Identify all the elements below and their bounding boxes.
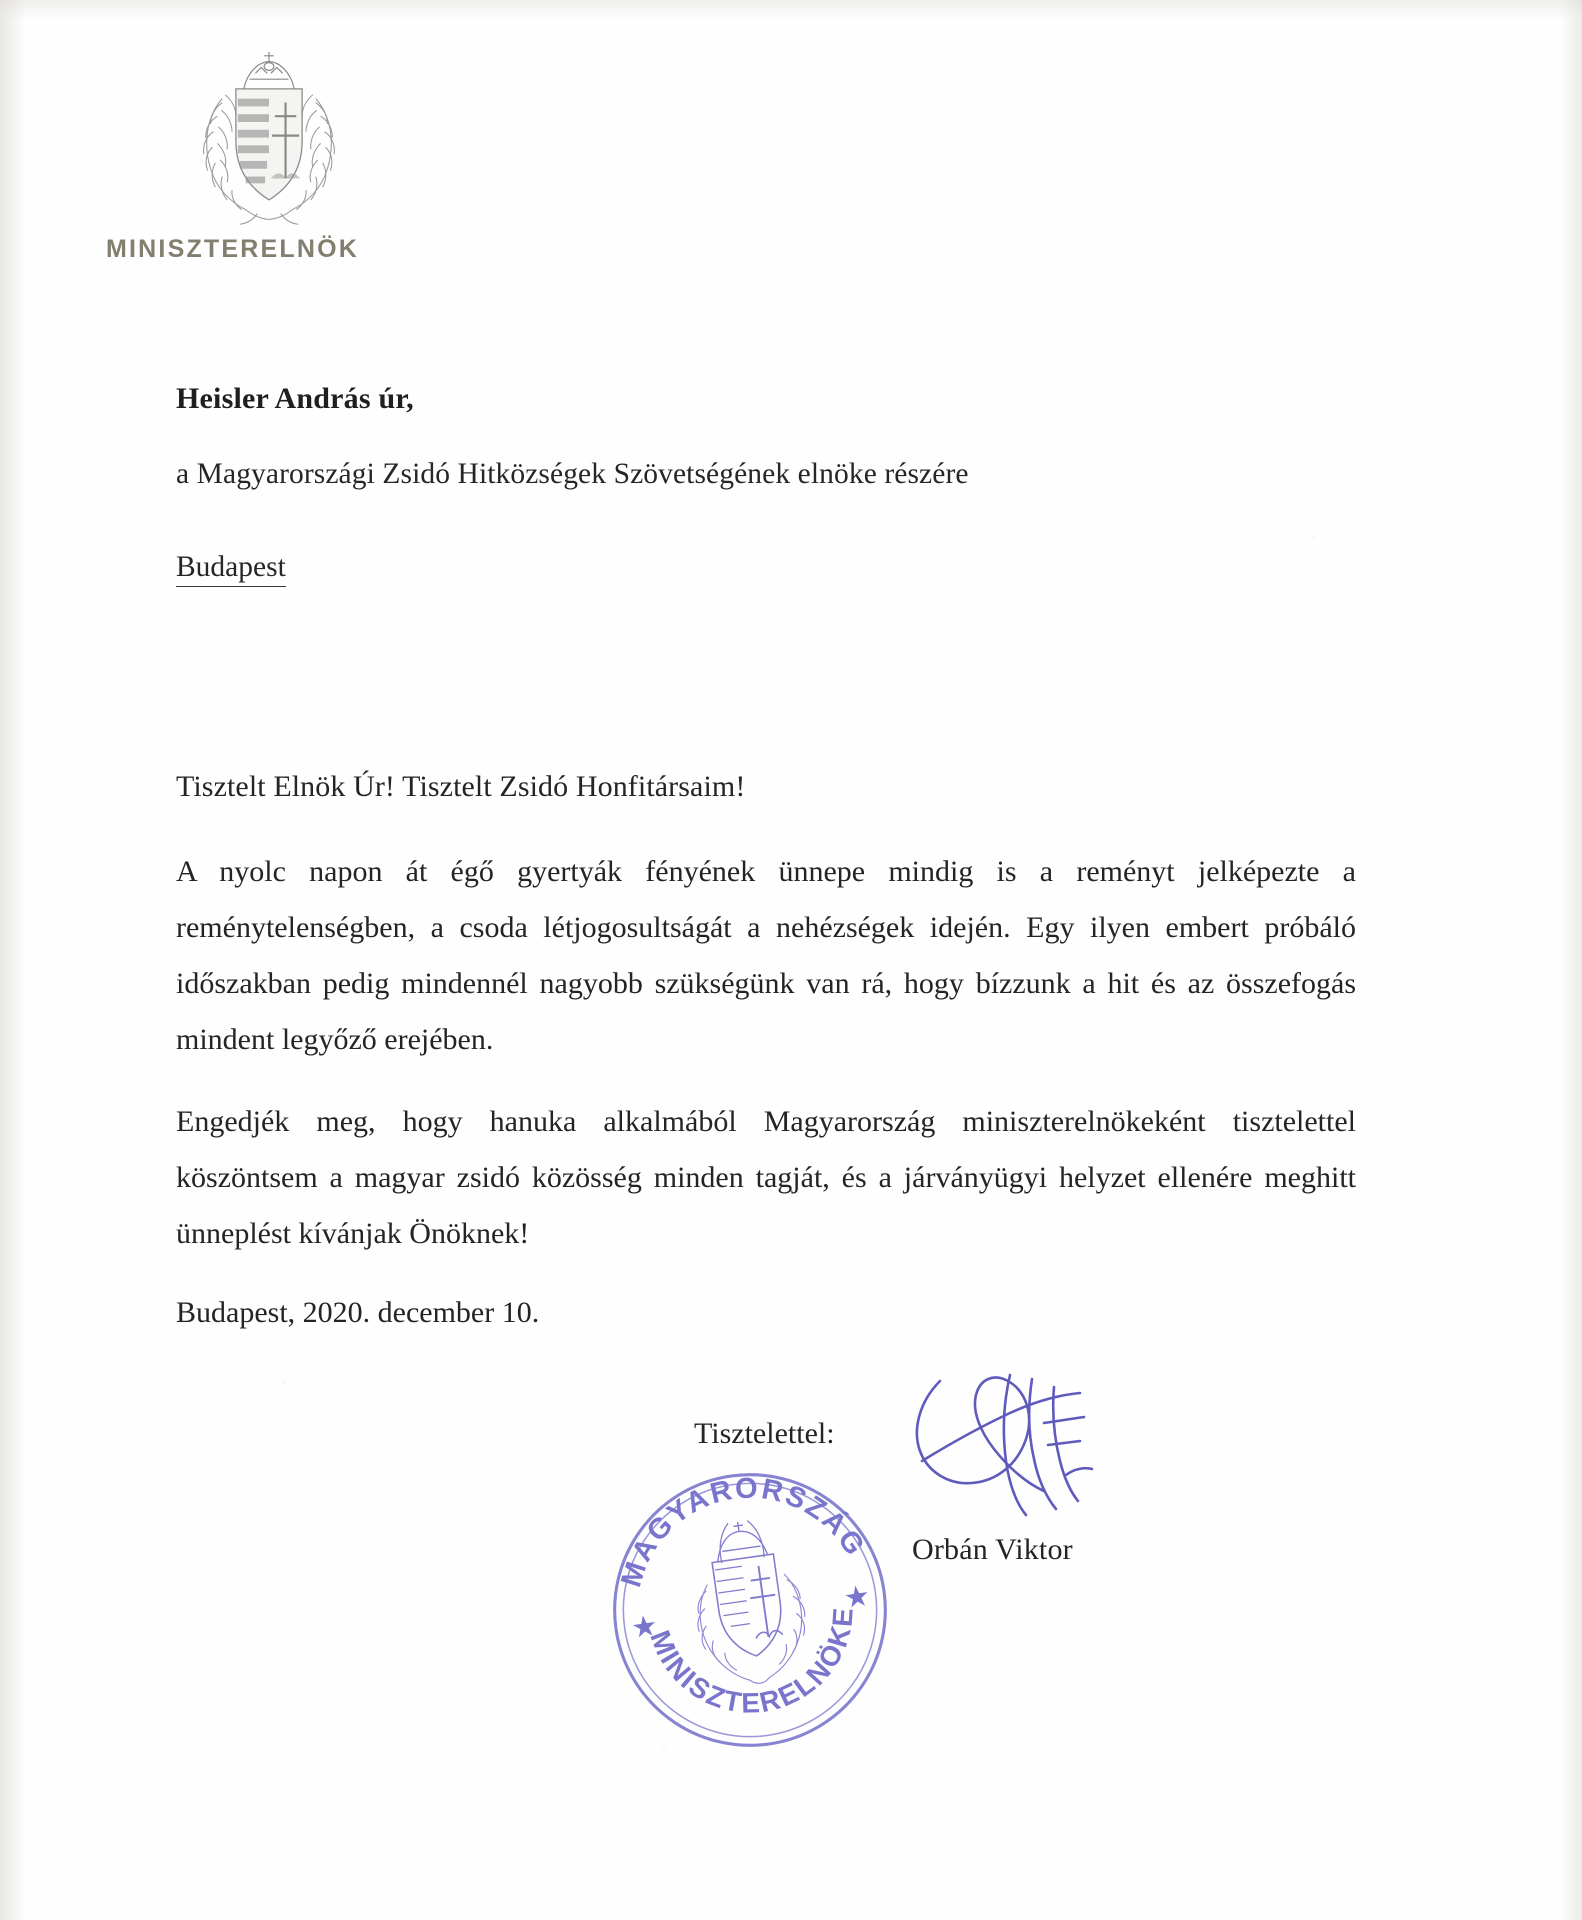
letterhead [104, 48, 434, 264]
recipient-name: Heisler András úr, [176, 382, 414, 415]
hungarian-coat-of-arms-icon [169, 48, 369, 233]
recipient-city: Budapest [176, 551, 286, 587]
signer-name: Orbán Viktor [912, 1533, 1073, 1566]
stamp-left-star: ★ [629, 1609, 660, 1646]
recipient-role: a Magyarországi Zsidó Hitközségek Szövetségének elnöke részére [176, 458, 969, 490]
address-block [176, 382, 1356, 587]
salutation: Tisztelt Elnök Úr! Tisztelt Zsidó Honfitársaim! [176, 770, 746, 803]
stamp-top-text: MAGYARORSZÁG [615, 1472, 872, 1591]
letterhead-title: MINISZTERELNÖK [106, 235, 360, 263]
official-round-stamp [605, 1465, 895, 1755]
letter-body [176, 770, 1356, 1336]
dateline: Budapest, 2020. december 10. [176, 1296, 540, 1329]
handwritten-signature-icon [876, 1357, 1106, 1537]
body-paragraph-1: A nyolc napon át égő gyertyák fényének ünnepe mindig is a reményt jelképezte a reménytelenségben, a csoda létjogosultságát a nehézségek idején. Egy ilyen embert próbáló időszakban pedig mindennél nagyobb szükségünk van rá, hogy bízzunk a hit és az összefogás mindent legyőző erejében. [176, 855, 1356, 1056]
coat-of-arms-icon [684, 1514, 813, 1690]
stamp-right-star: ★ [841, 1579, 873, 1616]
body-paragraph-2: Engedjék meg, hogy hanuka alkalmából Magyarország miniszterelnökeként tisztelettel köszöntsem a magyar zsidó közösség minden tagját, és a járványügyi helyzet ellenére meghitt ünneplést kívánjak Önöknek! [176, 1105, 1356, 1250]
stamp-bottom-text: MINISZTERELNÖKE [644, 1604, 859, 1719]
closing-salutation: Tisztelettel: [694, 1417, 835, 1450]
